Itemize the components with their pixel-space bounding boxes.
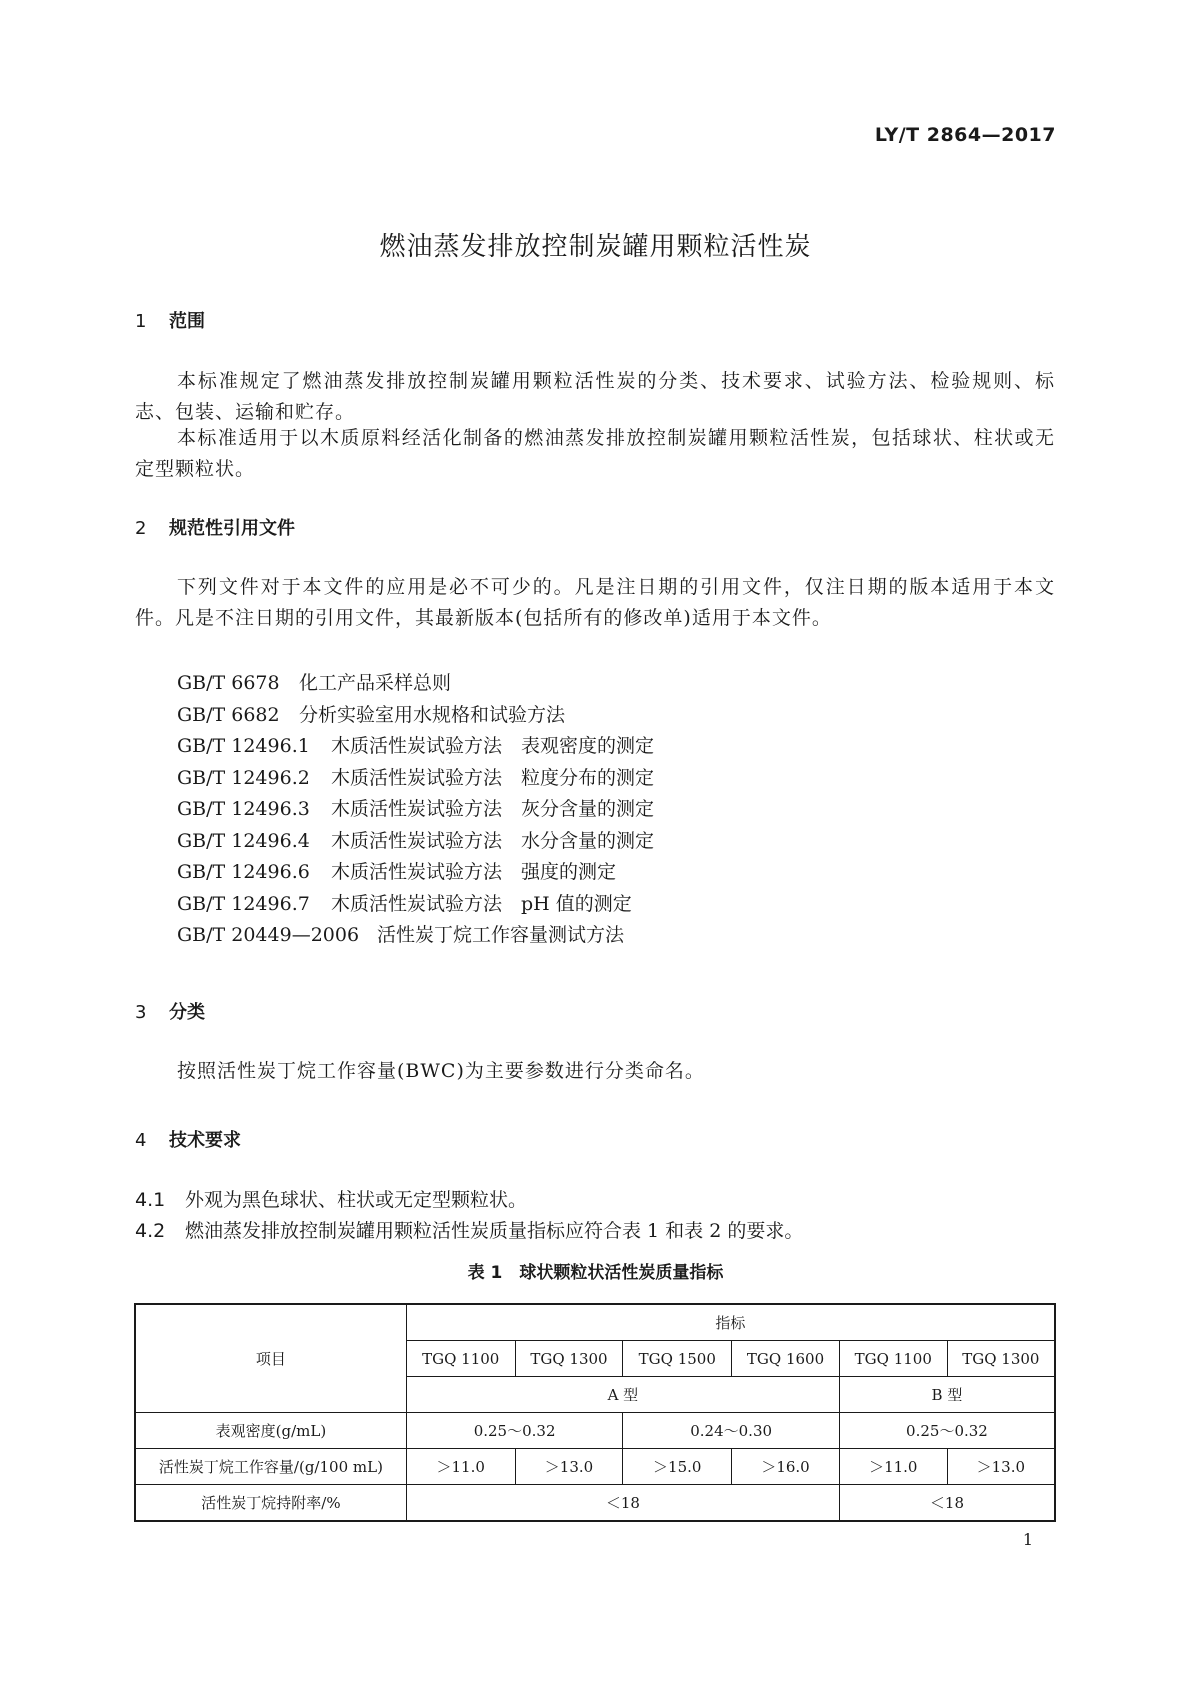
reference-title: 分析实验室用水规格和试验方法 xyxy=(299,703,566,726)
standard-code: LY/T 2864—2017 xyxy=(874,124,1056,146)
section-1-heading xyxy=(135,307,205,333)
reference-item xyxy=(177,668,654,700)
value-cell: ＞11.0 xyxy=(839,1449,947,1485)
row-label-retention: 活性炭丁烷持附率/% xyxy=(135,1485,406,1522)
reference-code: GB/T 12496.1 xyxy=(177,735,310,757)
section-2-paragraph-1: 下列文件对于本文件的应用是必不可少的。凡是注日期的引用文件，仅注日期的版本适用于本文件。凡是不注日期的引用文件，其最新版本(包括所有的修改单)适用于本文件。 xyxy=(135,576,1055,629)
value-cell: 0.24～0.30 xyxy=(623,1413,840,1449)
value-cell: ＜18 xyxy=(406,1485,839,1522)
reference-item xyxy=(177,889,654,921)
section-3-paragraph-1: 按照活性炭丁烷工作容量(BWC)为主要参数进行分类命名。 xyxy=(177,1060,705,1082)
clause-4-1 xyxy=(135,1185,527,1212)
value-cell: ＞16.0 xyxy=(732,1449,840,1485)
section-2-title: 规范性引用文件 xyxy=(169,518,295,539)
table-row xyxy=(135,1485,1055,1522)
reference-code: GB/T 6678 xyxy=(177,672,280,694)
clause-4-2-text: 燃油蒸发排放控制炭罐用颗粒活性炭质量指标应符合表 1 和表 2 的要求。 xyxy=(185,1220,804,1242)
table-header-row xyxy=(135,1304,1055,1341)
reference-item xyxy=(177,826,654,858)
grade-cell: TGQ 1300 xyxy=(515,1341,623,1377)
section-1-title: 范围 xyxy=(169,311,205,332)
grade-cell: TGQ 1500 xyxy=(623,1341,732,1377)
section-3-number: 3 xyxy=(135,1002,147,1023)
reference-code: GB/T 6682 xyxy=(177,703,280,726)
reference-item xyxy=(177,920,654,952)
reference-code: GB/T 12496.7 xyxy=(177,892,310,915)
value-cell: 0.25～0.32 xyxy=(839,1413,1055,1449)
clause-4-2 xyxy=(135,1216,803,1243)
reference-code: GB/T 12496.2 xyxy=(177,766,310,789)
reference-item xyxy=(177,763,654,795)
reference-title: 木质活性炭试验方法 水分含量的测定 xyxy=(331,829,655,852)
reference-item xyxy=(177,700,654,732)
reference-code: GB/T 12496.6 xyxy=(177,861,310,883)
table-1-caption: 表 1 球状颗粒状活性炭质量指标 xyxy=(467,1263,724,1283)
section-3-title: 分类 xyxy=(169,1002,205,1023)
reference-title: 木质活性炭试验方法 灰分含量的测定 xyxy=(331,798,655,820)
row-label-density: 表观密度(g/mL) xyxy=(135,1413,406,1449)
table-row xyxy=(135,1449,1055,1485)
reference-title: 木质活性炭试验方法 强度的测定 xyxy=(331,861,617,883)
type-b-cell: B 型 xyxy=(839,1377,1055,1413)
section-1-number: 1 xyxy=(135,311,147,332)
quality-index-table xyxy=(134,1303,1056,1522)
reference-code: GB/T 20449—2006 xyxy=(177,924,360,946)
value-cell: 0.25～0.32 xyxy=(406,1413,623,1449)
item-header: 项目 xyxy=(135,1304,406,1413)
section-3-heading xyxy=(135,998,205,1024)
index-header: 指标 xyxy=(406,1304,1055,1341)
type-a-cell: A 型 xyxy=(406,1377,839,1413)
reference-code: GB/T 12496.3 xyxy=(177,798,310,820)
section-4-title: 技术要求 xyxy=(169,1130,241,1151)
section-2-heading xyxy=(135,514,295,540)
page-number: 1 xyxy=(1022,1530,1033,1549)
table-row xyxy=(135,1413,1055,1449)
reference-title: 化工产品采样总则 xyxy=(299,672,452,694)
section-1-paragraph-1: 本标准规定了燃油蒸发排放控制炭罐用颗粒活性炭的分类、技术要求、试验方法、检验规则、标志、包装、运输和贮存。 xyxy=(135,370,1055,423)
value-cell: ＞11.0 xyxy=(406,1449,515,1485)
document-title: 燃油蒸发排放控制炭罐用颗粒活性炭 xyxy=(379,232,812,262)
reference-title: 木质活性炭试验方法 pH 值的测定 xyxy=(331,892,632,915)
row-label-bwc: 活性炭丁烷工作容量/(g/100 mL) xyxy=(135,1449,406,1485)
reference-item xyxy=(177,794,654,826)
reference-list xyxy=(177,668,654,952)
reference-code: GB/T 12496.4 xyxy=(177,829,310,852)
reference-item xyxy=(177,731,654,763)
clause-4-1-number: 4.1 xyxy=(135,1189,166,1211)
reference-title: 活性炭丁烷工作容量测试方法 xyxy=(377,924,625,946)
reference-item xyxy=(177,857,654,889)
clause-4-2-number: 4.2 xyxy=(135,1220,166,1242)
value-cell: ＞15.0 xyxy=(623,1449,732,1485)
reference-title: 木质活性炭试验方法 粒度分布的测定 xyxy=(331,766,655,789)
section-4-heading xyxy=(135,1126,241,1152)
clause-4-1-text: 外观为黑色球状、柱状或无定型颗粒状。 xyxy=(185,1189,528,1211)
reference-title: 木质活性炭试验方法 表观密度的测定 xyxy=(331,735,655,757)
value-cell: ＜18 xyxy=(839,1485,1055,1522)
section-2-number: 2 xyxy=(135,518,147,539)
value-cell: ＞13.0 xyxy=(515,1449,623,1485)
grade-cell: TGQ 1100 xyxy=(406,1341,515,1377)
section-4-number: 4 xyxy=(135,1130,147,1151)
value-cell: ＞13.0 xyxy=(947,1449,1055,1485)
grade-cell: TGQ 1300 xyxy=(947,1341,1055,1377)
grade-cell: TGQ 1100 xyxy=(839,1341,947,1377)
section-1-paragraph-2: 本标准适用于以木质原料经活化制备的燃油蒸发排放控制炭罐用颗粒活性炭，包括球状、柱状或无定型颗粒状。 xyxy=(135,427,1055,480)
grade-cell: TGQ 1600 xyxy=(732,1341,840,1377)
